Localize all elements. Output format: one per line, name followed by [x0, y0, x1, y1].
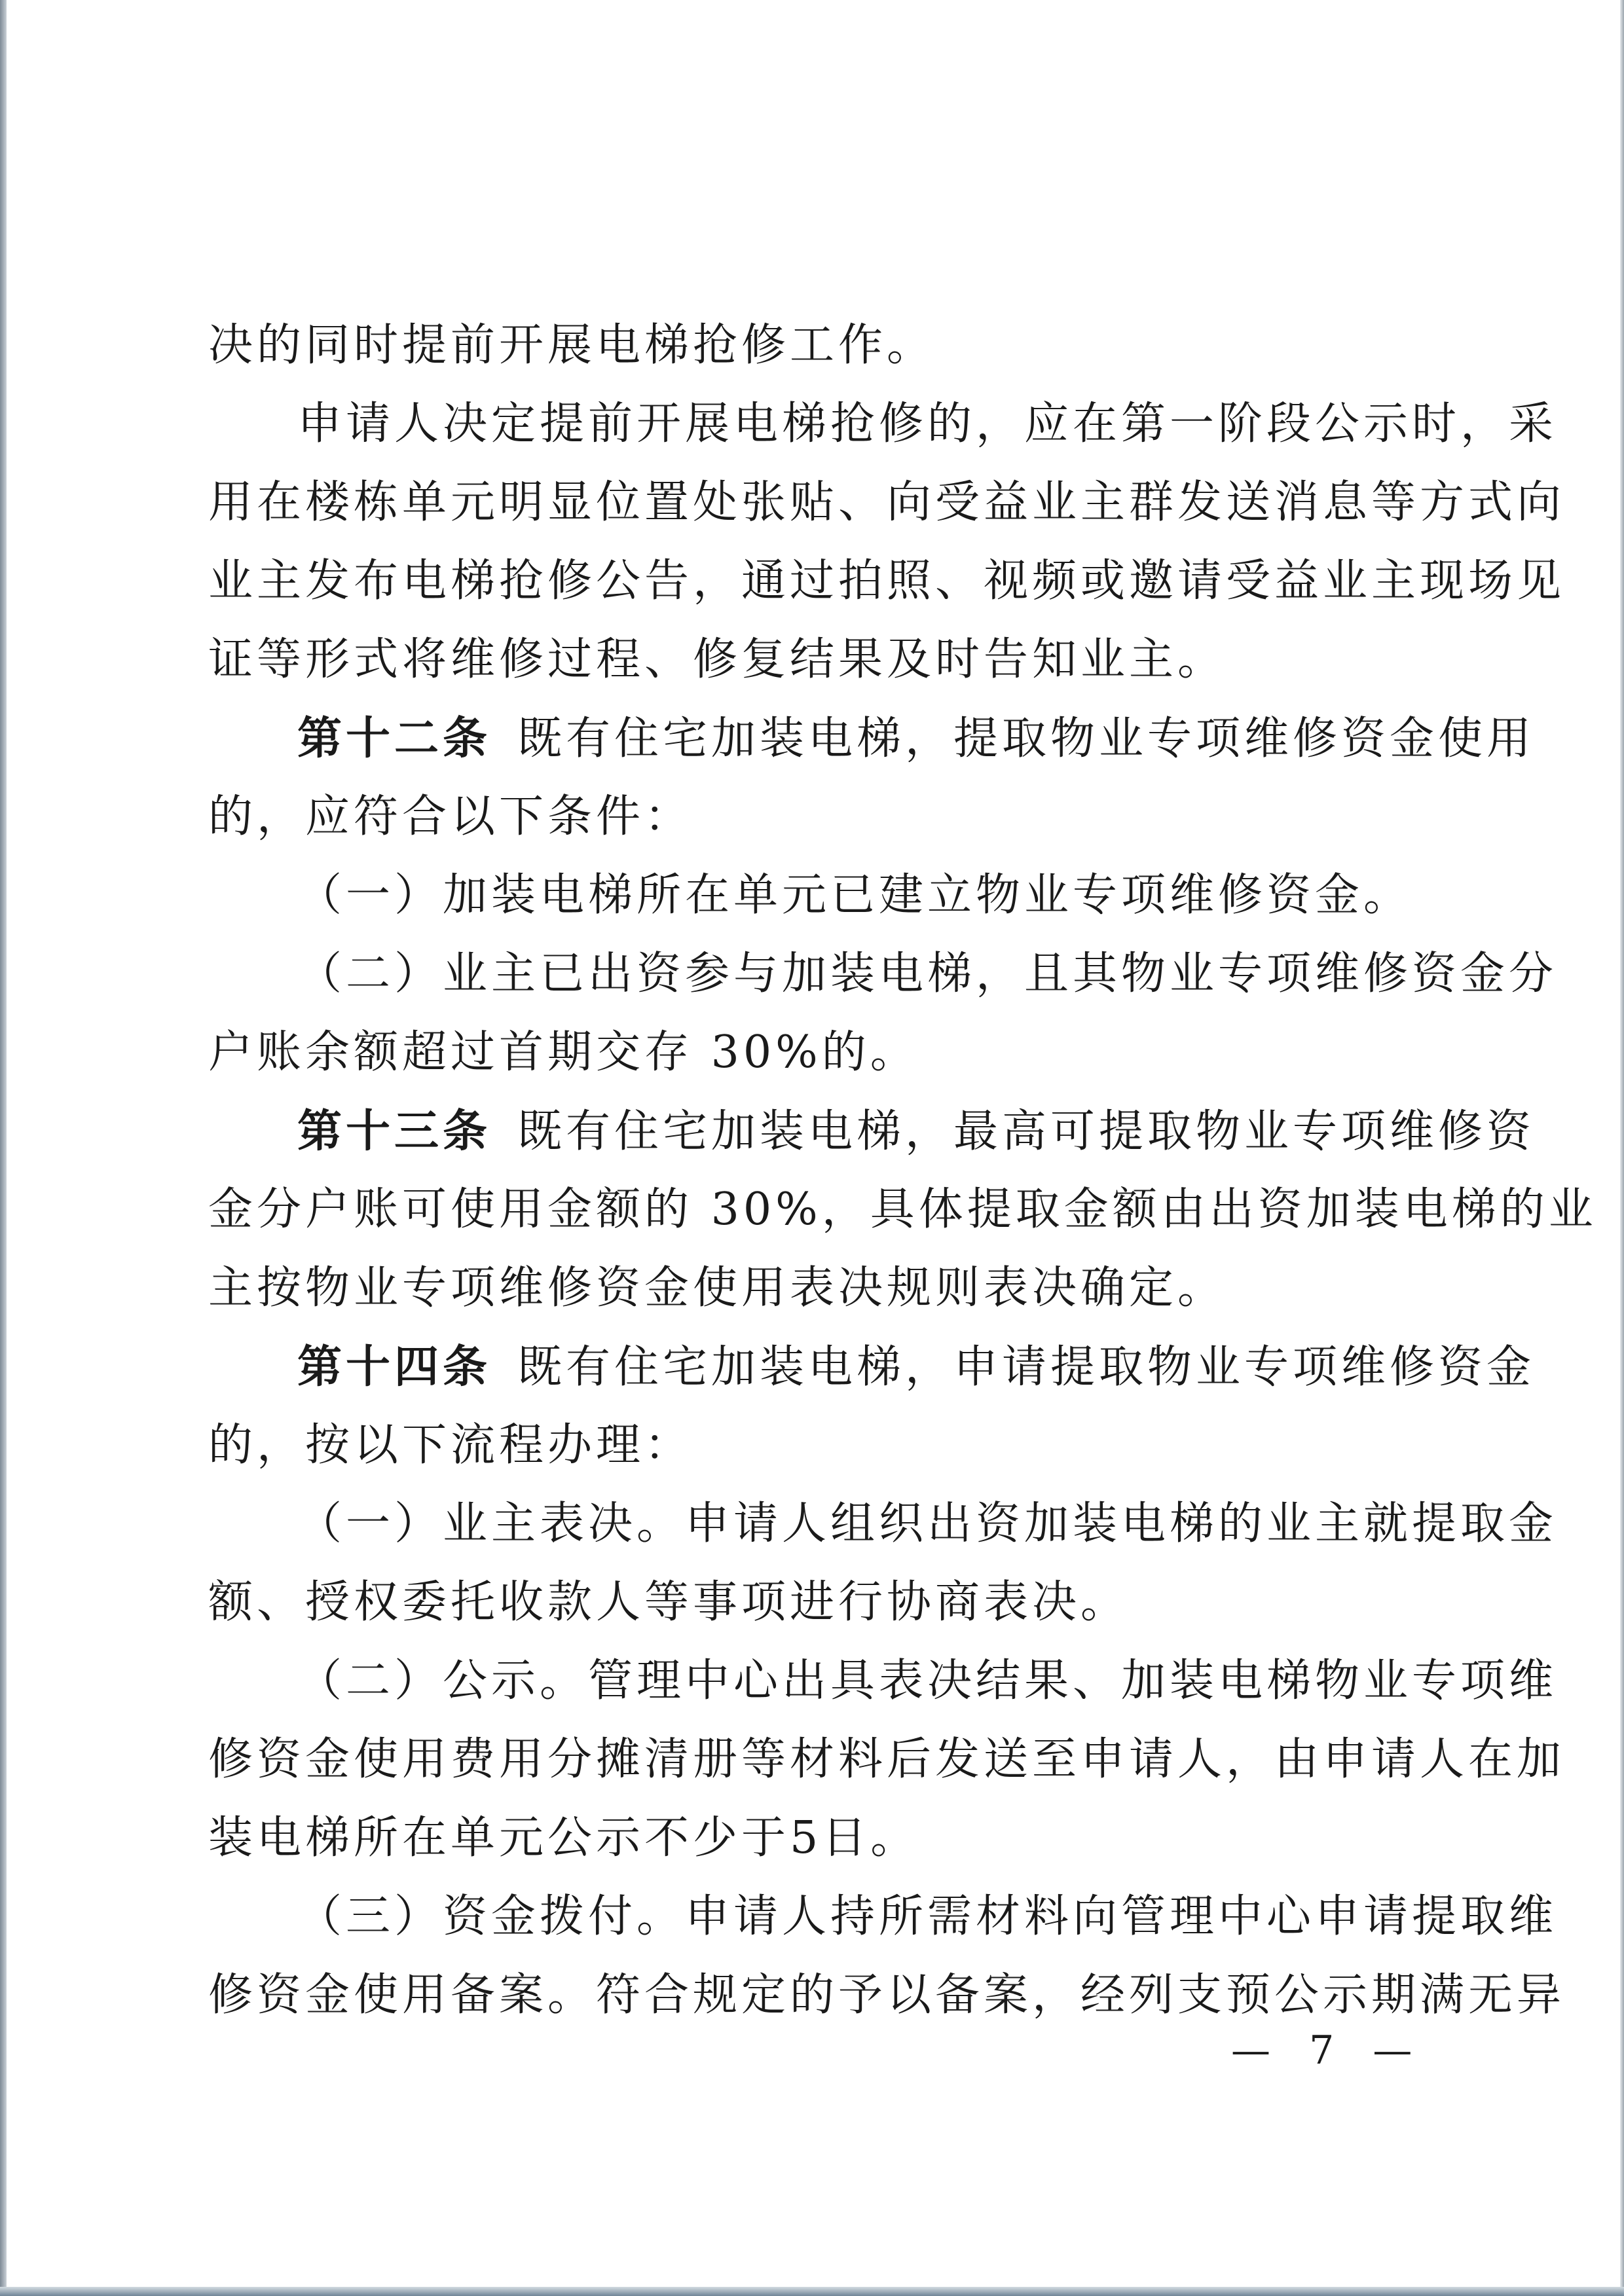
- line-text: 既有住宅加装电梯，提取物业专项维修资金使用: [517, 713, 1536, 765]
- article-spacer: [491, 1341, 517, 1393]
- text-line: [208, 464, 1566, 542]
- article-heading: 第十四条: [297, 1341, 492, 1393]
- article-heading: 第十三条: [297, 1105, 492, 1157]
- text-line: [208, 621, 1439, 699]
- line-text: 修资金使用费用分摊清册等材料后发送至申请人，由申请人在加: [208, 1734, 1566, 1785]
- text-line: [208, 306, 1439, 385]
- line-text: （三）资金拨付。申请人持所需材料向管理中心申请提取维: [297, 1891, 1558, 1942]
- text-line: [208, 1485, 1558, 1563]
- line-text: 申请人决定提前开展电梯抢修的，应在第一阶段公示时，采: [297, 398, 1558, 450]
- line-text: （二）公示。管理中心出具表决结果、加装电梯物业专项维: [297, 1655, 1558, 1707]
- article-heading: 第十二条: [297, 712, 492, 765]
- line-text: （一）加装电梯所在单元已建立物业专项维修资金。: [297, 869, 1412, 921]
- article-spacer: [491, 713, 517, 765]
- line-text: 既有住宅加装电梯，最高可提取物业专项维修资: [517, 1106, 1536, 1157]
- page-number: — 7 —: [1231, 2028, 1426, 2073]
- line-text: 的，应符合以下条件：: [208, 791, 693, 843]
- line-text: 主按物业专项维修资金使用表决规则表决确定。: [208, 1262, 1227, 1314]
- line-text: 额、授权委托收款人等事项进行协商表决。: [208, 1576, 1130, 1628]
- line-text: 用在楼栋单元明显位置处张贴、向受益业主群发送消息等方式向: [208, 477, 1566, 528]
- line-text: （一）业主表决。申请人组织出资加装电梯的业主就提取金: [297, 1498, 1558, 1550]
- scan-edge-left: [0, 0, 7, 2296]
- text-line: [208, 699, 1536, 778]
- line-text: 户账余额超过首期交存 30%的。: [208, 1027, 919, 1078]
- text-line: [208, 1799, 1439, 1878]
- text-line: [208, 1328, 1536, 1406]
- text-line: [208, 1013, 1439, 1092]
- line-text: （二）业主已出资参与加装电梯，且其物业专项维修资金分: [297, 948, 1558, 1000]
- line-text: 既有住宅加装电梯，申请提取物业专项维修资金: [517, 1341, 1536, 1393]
- line-text: 的，按以下流程办理：: [208, 1419, 693, 1471]
- text-line: [208, 1642, 1558, 1721]
- text-line: [208, 1721, 1566, 1799]
- scan-edge-bottom: [0, 2287, 1624, 2296]
- text-line: [208, 1878, 1558, 1956]
- text-line: [208, 1563, 1439, 1642]
- text-line: [208, 935, 1558, 1013]
- text-line: [208, 778, 1439, 856]
- text-line: [208, 542, 1566, 621]
- text-line: [208, 1249, 1439, 1328]
- text-line: [208, 1092, 1536, 1171]
- line-text: 修资金使用备案。符合规定的予以备案，经列支预公示期满无异: [208, 1969, 1566, 2021]
- text-line: [208, 856, 1439, 935]
- document-body: [208, 306, 1597, 2035]
- text-line: [208, 1406, 1439, 1485]
- article-spacer: [491, 1106, 517, 1157]
- line-text: 装电梯所在单元公示不少于5日。: [208, 1812, 919, 1864]
- scan-edge-right: [1620, 0, 1624, 2296]
- line-text: 金分户账可使用金额的 30%，具体提取金额由出资加装电梯的业: [208, 1184, 1597, 1235]
- text-line: [208, 385, 1558, 464]
- line-text: 业主发布电梯抢修公告，通过拍照、视频或邀请受益业主现场见: [208, 555, 1566, 607]
- text-line: [208, 1171, 1597, 1249]
- text-line: [208, 1956, 1566, 2035]
- line-text: 决的同时提前开展电梯抢修工作。: [208, 319, 936, 371]
- line-text: 证等形式将维修过程、修复结果及时告知业主。: [208, 634, 1227, 685]
